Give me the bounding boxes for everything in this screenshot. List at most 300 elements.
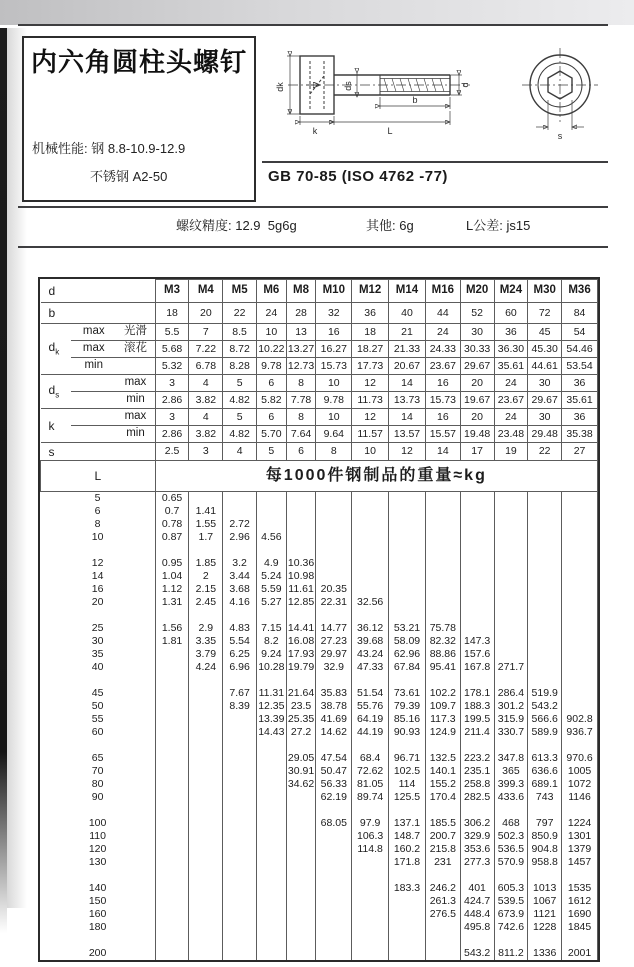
weight-value-cell xyxy=(562,661,598,674)
weight-value-cell: 3.44 xyxy=(223,570,257,583)
weight-value-cell: 401 xyxy=(460,882,494,895)
page-title: 内六角圆柱头螺钉 xyxy=(31,47,248,77)
weight-value-cell: 1121 xyxy=(528,908,562,921)
weight-value-cell: 1.12 xyxy=(155,583,189,596)
dim-value-cell: 6.78 xyxy=(189,358,223,375)
weight-value-cell: 1.41 xyxy=(189,505,223,518)
weight-value-cell xyxy=(316,544,352,557)
weight-value-cell xyxy=(316,921,352,934)
weight-value-cell xyxy=(257,544,287,557)
weight-value-cell: 495.8 xyxy=(460,921,494,934)
length-value: 5 xyxy=(41,492,156,506)
dimension-weight-table xyxy=(40,279,598,960)
weight-value-cell xyxy=(425,869,460,882)
weight-value-cell: 797 xyxy=(528,817,562,830)
weight-value-cell: 20.35 xyxy=(316,583,352,596)
weight-value-cell: 4.16 xyxy=(223,596,257,609)
weight-value-cell: 10.28 xyxy=(258,661,285,674)
size-col-header: M20 xyxy=(460,280,494,303)
weight-value-cell: 47.33 xyxy=(352,661,389,674)
weight-value-cell: 1146 xyxy=(562,791,598,804)
weight-value-cell xyxy=(425,947,460,960)
weight-value-cell: 27.23 xyxy=(316,635,352,648)
size-col-header: M36 xyxy=(562,280,598,303)
weight-value-cell: 9.24 xyxy=(257,648,287,661)
weight-title-row xyxy=(41,461,598,492)
dim-sub-label2: max xyxy=(116,409,155,426)
weight-value-cell: 8.2 xyxy=(257,635,287,648)
weight-value-cell xyxy=(460,544,494,557)
weight-value-cell: 82.32 xyxy=(425,635,460,648)
length-value xyxy=(41,739,156,752)
weight-value-cell: 14.62 xyxy=(316,726,352,739)
weight-value-cell xyxy=(223,492,257,506)
weight-value-cell xyxy=(286,921,316,934)
weight-value-cell xyxy=(257,921,287,934)
dim-row-label: b xyxy=(41,303,156,324)
weight-value-cell xyxy=(189,817,223,830)
weight-value-cell xyxy=(460,674,494,687)
weight-value-cell xyxy=(494,869,528,882)
weight-value-cell xyxy=(562,804,598,817)
dim-value-cell: 24 xyxy=(257,303,287,324)
weight-value-cell: 261.3 xyxy=(425,895,460,908)
dim-value-cell: 29.67 xyxy=(528,392,562,409)
weight-value-cell xyxy=(316,557,352,570)
length-value: 55 xyxy=(41,713,156,726)
weight-value-cell: 7.15 xyxy=(257,622,287,635)
weight-value-cell: 2.72 xyxy=(223,518,257,531)
weight-value-cell xyxy=(189,947,223,960)
weight-value-cell: 246.2 xyxy=(425,882,460,895)
dim-value-cell: 35.61 xyxy=(562,392,598,409)
dim-value-cell: 10 xyxy=(352,443,389,461)
weight-value-cell: 178.1 xyxy=(460,687,494,700)
weight-value-cell xyxy=(286,830,316,843)
weight-value-cell xyxy=(389,895,426,908)
weight-value-cell xyxy=(257,778,287,791)
weight-value-cell xyxy=(425,739,460,752)
length-value: 180 xyxy=(41,921,156,934)
weight-value-cell: 56.33 xyxy=(316,778,352,791)
weight-value-cell: 1.04 xyxy=(155,570,189,583)
weight-value-cell xyxy=(425,518,460,531)
dim-row-dk xyxy=(41,324,598,341)
weight-value-cell xyxy=(389,934,426,947)
length-value: 160 xyxy=(41,908,156,921)
dim-value-cell: 84 xyxy=(562,303,598,324)
weight-value-cell xyxy=(352,570,389,583)
weight-value-cell: 589.9 xyxy=(528,726,562,739)
weight-value-cell xyxy=(460,518,494,531)
dim-value-cell: 5 xyxy=(223,409,257,426)
weight-row xyxy=(41,752,598,765)
weight-value-cell: 1612 xyxy=(562,895,598,908)
dim-value-cell: 12.73 xyxy=(286,358,316,375)
dim-value-cell: 19.48 xyxy=(460,426,494,443)
weight-value-cell xyxy=(562,505,598,518)
dim-value-cell: 3 xyxy=(155,409,189,426)
length-value: 70 xyxy=(41,765,156,778)
weight-value-cell xyxy=(460,492,494,506)
weight-value-cell xyxy=(528,674,562,687)
weight-value-cell: 1379 xyxy=(562,843,598,856)
weight-value-cell: 7.67 xyxy=(223,687,257,700)
dim-value-cell: 12 xyxy=(389,443,426,461)
dim-value-cell: 14 xyxy=(425,443,460,461)
weight-value-cell: 1013 xyxy=(528,882,562,895)
dim-value-cell: 5.68 xyxy=(155,341,189,358)
length-value: 150 xyxy=(41,895,156,908)
weight-value-cell: 1072 xyxy=(562,778,598,791)
dim-value-cell: 14 xyxy=(389,409,426,426)
weight-value-cell: 0.78 xyxy=(155,518,189,531)
weight-value-cell xyxy=(389,531,426,544)
dim-value-cell: 2.86 xyxy=(155,392,189,409)
weight-value-cell xyxy=(316,739,352,752)
dim-value-cell: 18.27 xyxy=(352,341,389,358)
weight-value-cell: 1301 xyxy=(562,830,598,843)
weight-value-cell xyxy=(189,726,223,739)
weight-value-cell xyxy=(316,843,352,856)
weight-value-cell: 1224 xyxy=(562,817,598,830)
dim-value-cell: 4 xyxy=(189,409,223,426)
weight-value-cell: 1.85 xyxy=(189,557,223,570)
dim-value-cell: 20 xyxy=(189,303,223,324)
weight-value-cell xyxy=(257,843,287,856)
weight-value-cell xyxy=(352,934,389,947)
weight-value-cell: 424.7 xyxy=(460,895,494,908)
weight-value-cell xyxy=(223,921,257,934)
weight-value-cell xyxy=(494,934,528,947)
weight-value-cell xyxy=(257,804,287,817)
weight-row xyxy=(41,882,598,895)
weight-value-cell xyxy=(562,869,598,882)
dim-label-L: L xyxy=(387,126,393,136)
dim-value-cell: 7 xyxy=(189,324,223,341)
weight-value-cell xyxy=(352,609,389,622)
dim-value-cell: 5 xyxy=(257,443,287,461)
dim-value-cell: 27 xyxy=(562,443,598,461)
weight-value-cell: 2 xyxy=(189,570,223,583)
mechanical-properties-line2: 不锈钢 A2-50 xyxy=(90,169,168,184)
weight-value-cell xyxy=(223,934,257,947)
weight-value-cell xyxy=(352,856,389,869)
length-value: 25 xyxy=(41,622,156,635)
weight-value-cell: 41.69 xyxy=(316,713,352,726)
weight-value-cell: 743 xyxy=(528,791,562,804)
weight-value-cell: 185.5 xyxy=(425,817,460,830)
weight-value-cell xyxy=(528,934,562,947)
weight-value-cell: 32.56 xyxy=(352,596,389,609)
dim-value-cell: 8.72 xyxy=(223,341,257,358)
dim-value-cell: 4.82 xyxy=(223,426,257,443)
length-value: 14 xyxy=(41,570,156,583)
weight-value-cell xyxy=(189,882,223,895)
weight-value-cell: 97.9 xyxy=(352,817,389,830)
dim-value-cell: 24 xyxy=(494,375,528,392)
weight-value-cell xyxy=(257,609,287,622)
dim-value-cell: 14 xyxy=(389,375,426,392)
dim-value-cell: 29.48 xyxy=(528,426,562,443)
weight-value-cell: 211.4 xyxy=(460,726,494,739)
length-value: 20 xyxy=(41,596,156,609)
weight-value-cell xyxy=(286,882,316,895)
weight-value-cell xyxy=(189,492,223,506)
weight-value-cell xyxy=(257,934,287,947)
dim-value-cell: 10 xyxy=(316,409,352,426)
dim-value-cell: 9.64 xyxy=(316,426,352,443)
weight-value-cell: 301.2 xyxy=(494,700,528,713)
weight-value-cell xyxy=(528,492,562,506)
weight-value-cell xyxy=(494,674,528,687)
weight-value-cell xyxy=(155,921,189,934)
dim-value-cell: 9.78 xyxy=(316,392,352,409)
weight-value-cell xyxy=(389,570,426,583)
dim-value-cell: 5.82 xyxy=(257,392,287,409)
weight-value-cell: 502.3 xyxy=(494,830,528,843)
other-precision: 其他: 6g xyxy=(366,218,414,233)
weight-value-cell xyxy=(562,596,598,609)
weight-value-cell: 5.59 xyxy=(257,583,287,596)
weight-value-cell: 1336 xyxy=(528,947,562,960)
weight-value-cell: 89.74 xyxy=(352,791,389,804)
weight-value-cell xyxy=(460,557,494,570)
weight-value-cell: 3.68 xyxy=(223,583,257,596)
weight-value-cell: 673.9 xyxy=(494,908,528,921)
weight-value-cell: 353.6 xyxy=(460,843,494,856)
weight-value-cell: 636.6 xyxy=(528,765,562,778)
dim-label-b: b xyxy=(412,95,418,105)
weight-value-cell xyxy=(389,505,426,518)
dim-value-cell: 9.78 xyxy=(257,358,287,375)
weight-value-cell xyxy=(223,947,257,960)
weight-value-cell: 96.71 xyxy=(389,752,426,765)
scan-top-gradient xyxy=(0,0,634,25)
weight-value-cell xyxy=(189,856,223,869)
weight-value-cell: 68.4 xyxy=(352,752,389,765)
weight-value-cell: 2.45 xyxy=(189,596,223,609)
weight-value-cell xyxy=(460,934,494,947)
weight-value-cell: 35.83 xyxy=(316,687,352,700)
weight-gap-row xyxy=(41,934,598,947)
weight-value-cell xyxy=(155,609,189,622)
weight-value-cell xyxy=(223,739,257,752)
weight-value-cell xyxy=(155,934,189,947)
weight-value-cell: 34.62 xyxy=(287,778,315,791)
dim-value-cell: 17.73 xyxy=(352,358,389,375)
weight-row xyxy=(41,908,598,921)
weight-value-cell: 67.84 xyxy=(389,661,426,674)
weight-value-cell: 5.27 xyxy=(257,596,287,609)
weight-value-cell xyxy=(460,869,494,882)
weight-value-cell xyxy=(155,869,189,882)
weight-table-caption: 每1000件钢制品的重量≈kg xyxy=(155,461,597,492)
weight-value-cell: 0.95 xyxy=(155,557,189,570)
weight-value-cell: 271.7 xyxy=(494,661,528,674)
weight-value-cell: 29.97 xyxy=(316,648,352,661)
weight-value-cell xyxy=(316,531,352,544)
weight-value-cell: 55.76 xyxy=(352,700,389,713)
weight-value-cell xyxy=(352,674,389,687)
weight-value-cell: 13.39 xyxy=(258,713,285,726)
weight-value-cell: 171.8 xyxy=(389,856,426,869)
weight-value-cell xyxy=(425,934,460,947)
dim-value-cell: 8 xyxy=(316,443,352,461)
weight-value-cell: 4.9 xyxy=(257,557,287,570)
weight-value-cell: 1457 xyxy=(562,856,598,869)
weight-value-cell: 902.8 xyxy=(562,713,598,726)
weight-row xyxy=(41,791,598,804)
dim-value-cell: 7.78 xyxy=(286,392,316,409)
weight-value-cell xyxy=(352,804,389,817)
weight-value-cell xyxy=(316,869,352,882)
dim-sub-label xyxy=(71,375,116,392)
weight-value-cell xyxy=(286,739,316,752)
weight-value-cell xyxy=(528,609,562,622)
dim-value-cell: 36 xyxy=(562,409,598,426)
weight-value-cell: 23.5 xyxy=(286,700,316,713)
weight-value-cell: 44.19 xyxy=(352,726,389,739)
dim-value-cell: 20 xyxy=(460,409,494,426)
weight-value-cell xyxy=(155,661,189,674)
weight-value-cell xyxy=(352,882,389,895)
weight-value-cell xyxy=(257,518,287,531)
weight-value-cell: 468 xyxy=(494,817,528,830)
weight-value-cell: 21.64 xyxy=(287,687,315,700)
length-value: 140 xyxy=(41,882,156,895)
dim-row-b xyxy=(41,303,598,324)
weight-value-cell: 1005 xyxy=(562,765,598,778)
weight-value-cell xyxy=(352,739,389,752)
weight-value-cell xyxy=(389,674,426,687)
weight-row xyxy=(41,596,598,609)
weight-value-cell: 200.7 xyxy=(425,830,460,843)
dim-sub-label: max xyxy=(71,324,116,341)
dim-sub-label2: 光滑 xyxy=(116,324,155,341)
weight-value-cell: 167.8 xyxy=(460,661,494,674)
weight-value-cell: 30.91 xyxy=(287,765,315,778)
divider-rule-2 xyxy=(18,246,608,248)
size-col-header: M12 xyxy=(352,280,389,303)
weight-row xyxy=(41,583,598,596)
dim-value-cell: 3 xyxy=(155,375,189,392)
weight-row xyxy=(41,843,598,856)
weight-value-cell xyxy=(352,869,389,882)
dim-value-cell: 8.5 xyxy=(223,324,257,341)
length-value xyxy=(41,544,156,557)
weight-value-cell: 258.8 xyxy=(460,778,494,791)
weight-value-cell xyxy=(562,700,598,713)
weight-value-cell xyxy=(425,674,460,687)
weight-value-cell xyxy=(425,492,460,506)
weight-value-cell xyxy=(223,544,257,557)
weight-value-cell xyxy=(562,687,598,700)
weight-value-cell xyxy=(528,583,562,596)
weight-value-cell: 14.43 xyxy=(258,726,285,739)
weight-value-cell: 1845 xyxy=(562,921,598,934)
dim-sub-label xyxy=(71,392,116,409)
weight-value-cell: 433.6 xyxy=(494,791,528,804)
dim-value-cell: 22 xyxy=(528,443,562,461)
length-value: 65 xyxy=(41,752,156,765)
thread-precision: 螺纹精度: 12.9 5g6g xyxy=(176,218,297,233)
weight-value-cell xyxy=(494,648,528,661)
weight-value-cell xyxy=(286,804,316,817)
weight-row xyxy=(41,570,598,583)
weight-value-cell xyxy=(223,895,257,908)
dim-value-cell: 10 xyxy=(257,324,287,341)
weight-value-cell xyxy=(286,817,316,830)
weight-value-cell: 73.61 xyxy=(389,687,426,700)
dim-value-cell: 52 xyxy=(460,303,494,324)
weight-value-cell xyxy=(189,791,223,804)
weight-value-cell xyxy=(286,843,316,856)
dim-value-cell: 4 xyxy=(189,375,223,392)
spec-table xyxy=(38,277,600,962)
weight-value-cell: 114 xyxy=(389,778,426,791)
weight-value-cell: 1067 xyxy=(528,895,562,908)
weight-value-cell xyxy=(257,505,287,518)
weight-value-cell: 188.3 xyxy=(460,700,494,713)
dim-value-cell: 30.33 xyxy=(460,341,494,358)
weight-value-cell: 306.2 xyxy=(460,817,494,830)
dim-value-cell: 30 xyxy=(528,409,562,426)
dim-value-cell: 5.70 xyxy=(257,426,287,443)
dim-value-cell: 7.22 xyxy=(189,341,223,358)
weight-value-cell xyxy=(286,505,316,518)
weight-value-cell xyxy=(562,570,598,583)
weight-value-cell xyxy=(425,609,460,622)
weight-value-cell xyxy=(494,609,528,622)
weight-value-cell xyxy=(189,700,223,713)
dim-value-cell: 8.28 xyxy=(223,358,257,375)
weight-value-cell xyxy=(286,895,316,908)
weight-value-cell xyxy=(425,921,460,934)
weight-value-cell xyxy=(352,531,389,544)
weight-value-cell: 29.05 xyxy=(287,752,315,765)
weight-row xyxy=(41,895,598,908)
weight-value-cell: 519.9 xyxy=(528,687,562,700)
weight-value-cell: 27.2 xyxy=(286,726,316,739)
weight-value-cell: 2.96 xyxy=(223,531,257,544)
dim-value-cell: 21 xyxy=(389,324,426,341)
length-value: 50 xyxy=(41,700,156,713)
weight-value-cell xyxy=(528,622,562,635)
weight-value-cell xyxy=(223,726,257,739)
weight-value-cell xyxy=(528,544,562,557)
weight-value-cell: 904.8 xyxy=(528,843,562,856)
weight-value-cell xyxy=(286,518,316,531)
dim-value-cell: 19 xyxy=(494,443,528,461)
weight-value-cell xyxy=(528,661,562,674)
length-value xyxy=(41,674,156,687)
weight-value-cell: 155.2 xyxy=(425,778,460,791)
dim-label-ds: ds xyxy=(343,81,353,91)
weight-value-cell: 613.3 xyxy=(528,752,562,765)
weight-value-cell: 5.24 xyxy=(257,570,287,583)
length-value: 35 xyxy=(41,648,156,661)
weight-value-cell xyxy=(223,713,257,726)
dim-value-cell: 3 xyxy=(189,443,223,461)
weight-value-cell xyxy=(494,557,528,570)
weight-value-cell xyxy=(223,830,257,843)
weight-value-cell xyxy=(562,648,598,661)
dim-value-cell: 22 xyxy=(223,303,257,324)
dim-value-cell: 60 xyxy=(494,303,528,324)
weight-value-cell: 543.2 xyxy=(528,700,562,713)
weight-value-cell: 39.68 xyxy=(352,635,389,648)
